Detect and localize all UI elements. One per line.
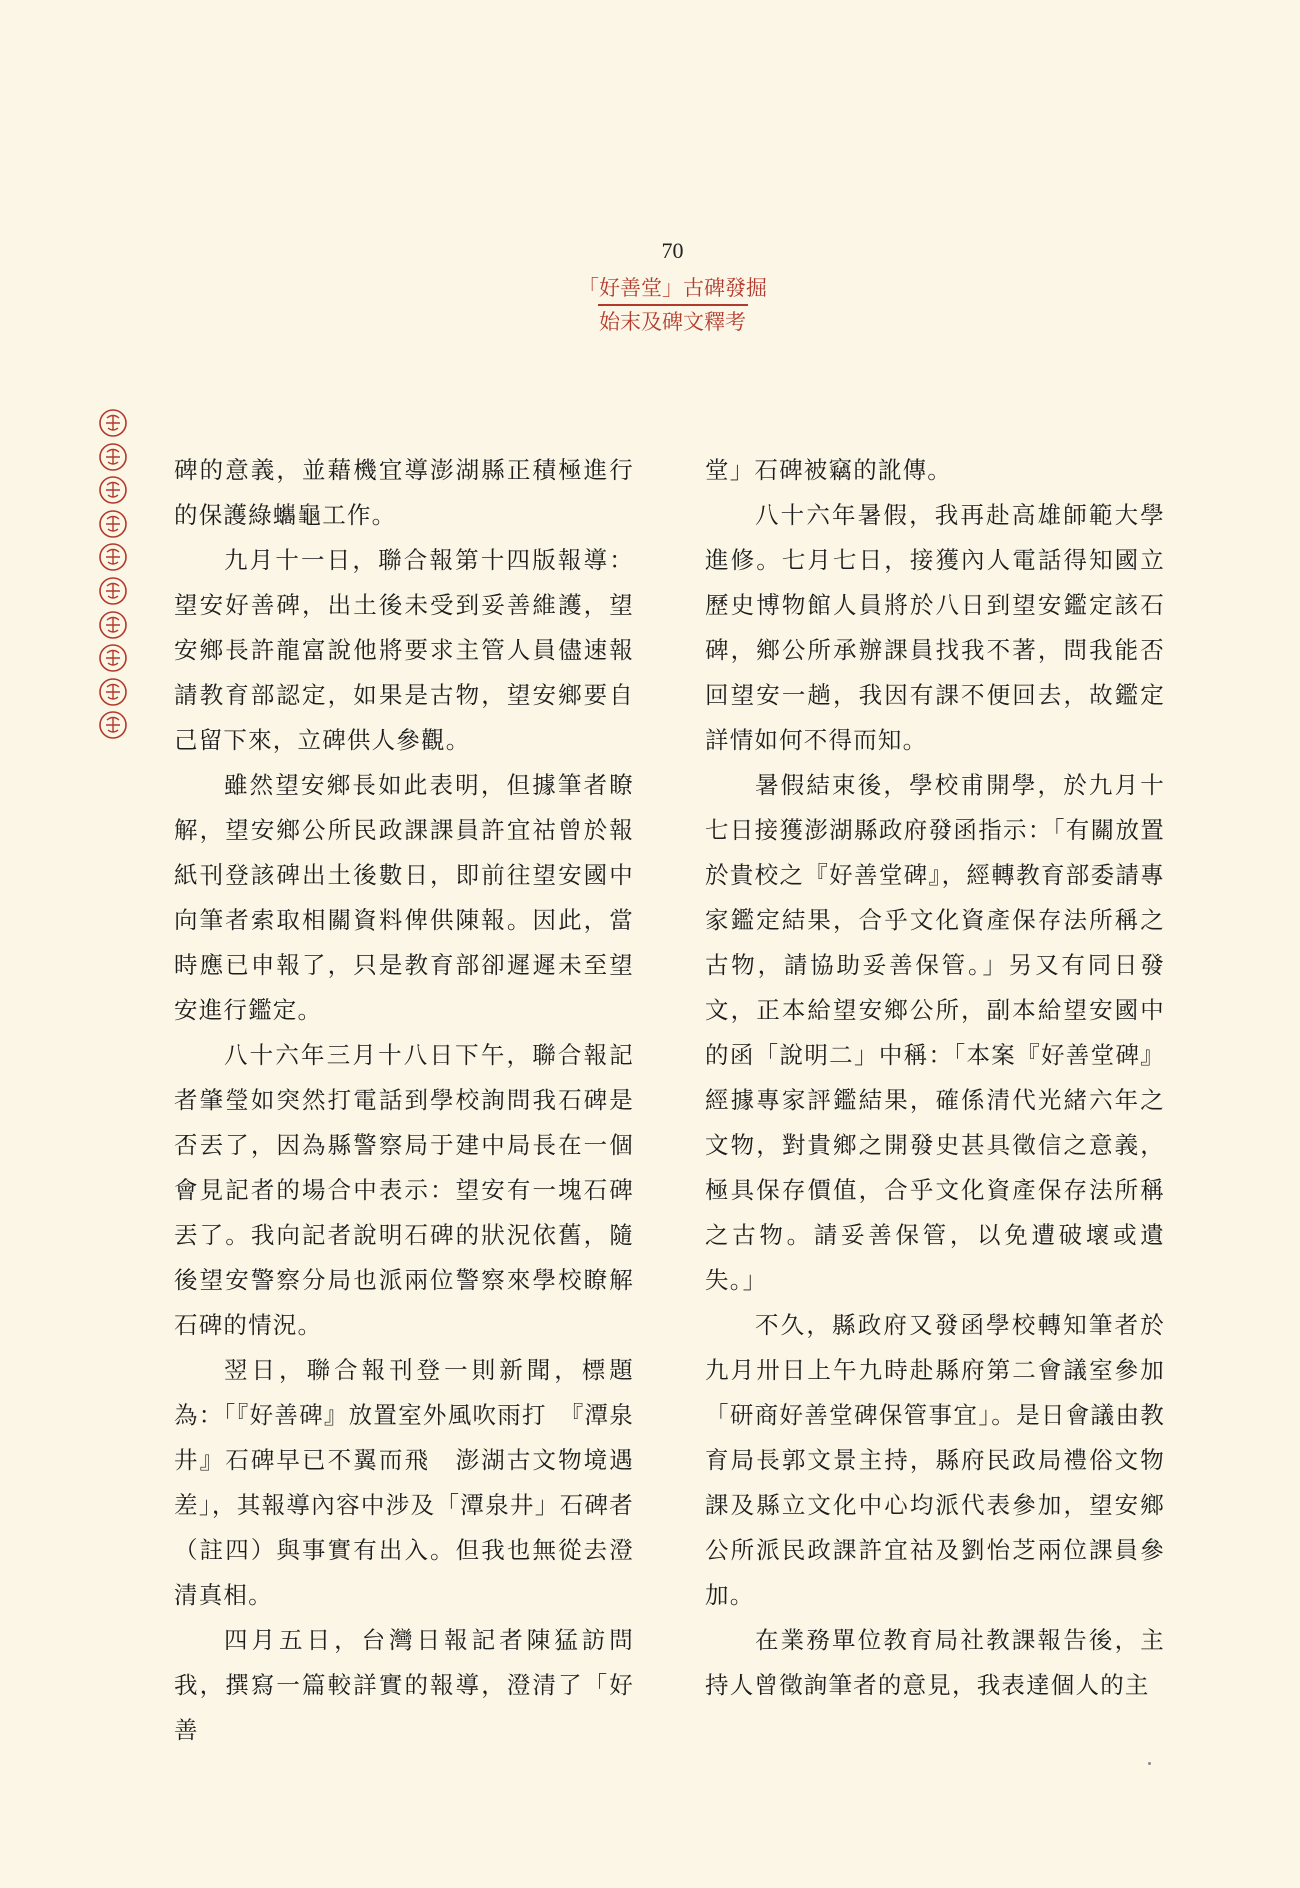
seal-stamp-icon (98, 710, 128, 740)
paragraph: 暑假結束後，學校甫開學，於九月十七日接獲澎湖縣政府發函指示：「有關放置於貴校之『好善堂碑』，經轉教育部委請專家鑑定結果，合乎文化資產保存法所稱之古物，請協助妥善保管。」另又有同日發文，正本給望安鄉公所，副本給望安國中的函「說明二」中稱：「本案『好善堂碑』經據專家評鑑結果，確係清代光緒六年之文物，對貴鄉之開發史甚具徵信之意義，極具保存價值，合乎文化資產保存法所稱之古物。請妥善保管，以免遭破壞或遺失。」 (705, 771, 1165, 1294)
seal-stamp-icon (98, 509, 128, 539)
paragraph: 不久，縣政府又發函學校轉知筆者於九月卅日上午九時赴縣府第二會議室參加「研商好善堂碑保管事宜」。是日會議由教育局長郭文景主持，縣府民政局禮俗文物課及縣立文化中心均派代表參加，望安鄉公所派民政課許宜祜及劉怡芝兩位課員參加。 (705, 1311, 1165, 1609)
paragraph: 碑的意義，並藉機宜導澎湖縣正積極進行的保護綠蠵龜工作。 (174, 456, 634, 529)
left-column (174, 448, 634, 1753)
seal-strip (96, 408, 132, 744)
page-number: 70 (661, 238, 684, 263)
paragraph: 翌日，聯合報刊登一則新聞，標題為：「『好善碑』放置室外風吹雨打 『潭泉井』石碑早已不翼而飛 澎湖古文物境遇差」，其報導內容中涉及「潭泉井」石碑者（註四）與事實有出入。但我也無從去澄清真相。 (174, 1356, 634, 1609)
right-column (705, 448, 1165, 1708)
seal-stamp-icon (98, 677, 128, 707)
paragraph: 九月十一日，聯合報第十四版報導：望安好善碑，出土後未受到妥善維護，望安鄉長許龍富說他將要求主管人員儘速報請教育部認定，如果是古物，望安鄉要自己留下來，立碑供人參觀。 (174, 546, 634, 754)
seal-stamp-icon (98, 442, 128, 472)
page-speck (1148, 1762, 1151, 1765)
paragraph: 在業務單位教育局社教課報告後，主持人曾徵詢筆者的意見，我表達個人的主 (705, 1626, 1165, 1699)
seal-stamp-icon (98, 408, 128, 438)
seal-stamp-icon (98, 576, 128, 606)
paragraph: 雖然望安鄉長如此表明，但據筆者瞭解，望安鄉公所民政課課員許宜祜曾於報紙刊登該碑出土後數日，即前往望安國中向筆者索取相關資料俾供陳報。因此，當時應已申報了，只是教育部卻遲遲未至望安進行鑑定。 (174, 771, 634, 1024)
paragraph: 八十六年三月十八日下午，聯合報記者肇瑩如突然打電話到學校詢問我石碑是否丟了，因為縣警察局于建中局長在一個會見記者的場合中表示：望安有一塊石碑丟了。我向記者說明石碑的狀況依舊，隨後望安警察分局也派兩位警察來學校瞭解石碑的情況。 (174, 1041, 634, 1339)
seal-stamp-icon (98, 643, 128, 673)
paragraph: 八十六年暑假，我再赴高雄師範大學進修。七月七日，接獲內人電話得知國立歷史博物館人員將於八日到望安鑑定該石碑，鄉公所承辦課員找我不著，問我能否回望安一趟，我因有課不便回去，故鑑定詳情如何不得而知。 (705, 501, 1165, 754)
paragraph: 堂」石碑被竊的訛傳。 (705, 456, 952, 484)
seal-stamp-icon (98, 542, 128, 572)
running-header-title: 「好善堂」古碑發掘 (578, 276, 767, 300)
paragraph: 四月五日，台灣日報記者陳猛訪問我，撰寫一篇較詳實的報導，澄清了「好善 (174, 1626, 634, 1744)
running-header-subtitle: 始末及碑文釋考 (599, 310, 746, 334)
seal-stamp-icon (98, 610, 128, 640)
seal-stamp-icon (98, 475, 128, 505)
